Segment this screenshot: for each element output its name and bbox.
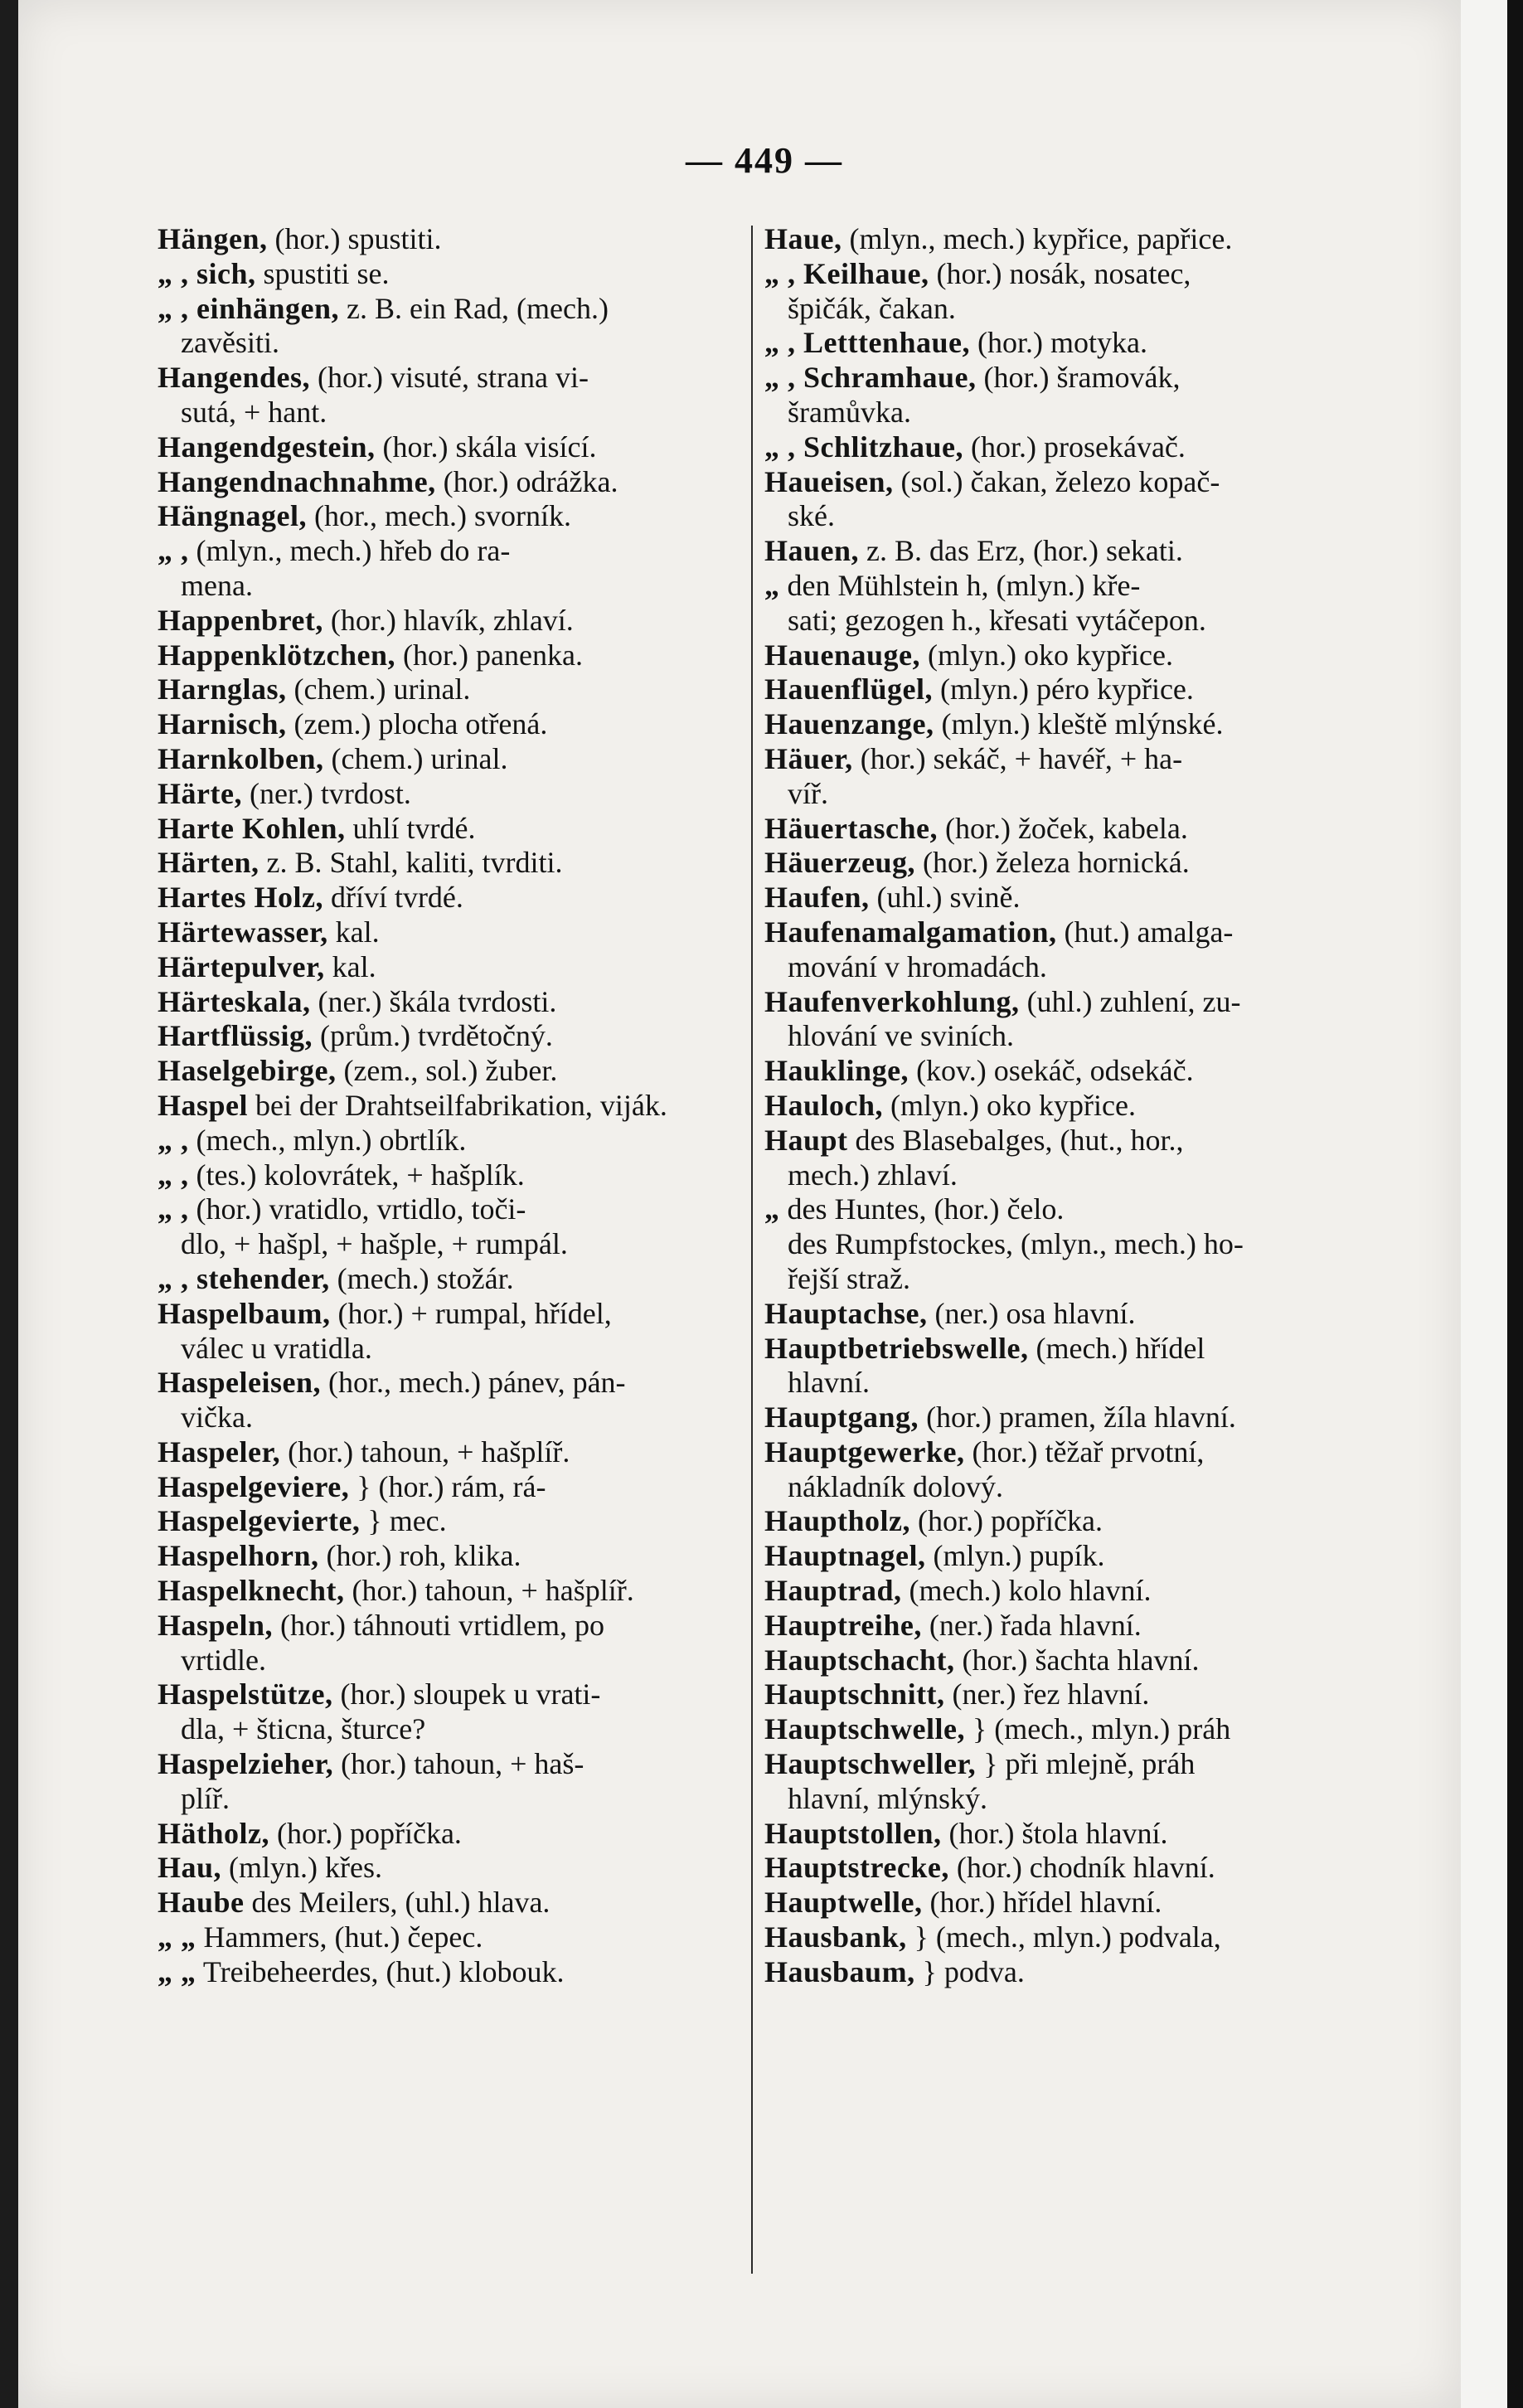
entry-headword: „ , Schlitzhaue, xyxy=(764,430,964,464)
entry-headword: Haspelstütze, xyxy=(158,1677,333,1711)
dictionary-entry xyxy=(158,1297,748,1332)
entry-definition: z. B. ein Rad, (mech.) xyxy=(347,291,609,325)
entry-headword: Hangendnachnahme, xyxy=(158,464,436,498)
dictionary-entry xyxy=(764,1712,1336,1747)
entry-headword: Hauptgewerke, xyxy=(764,1435,965,1469)
dictionary-entry xyxy=(158,1539,748,1574)
entry-definition: sati; gezogen h., křesati vytáčepon. xyxy=(788,603,1206,637)
entry-headword: Haspelknecht, xyxy=(158,1574,345,1608)
entry-definition: (hor.) vratidlo, vrtidlo, toči- xyxy=(196,1192,526,1226)
dictionary-entry xyxy=(158,1920,748,1955)
entry-headword: Hausbaum, xyxy=(764,1954,915,1988)
entry-definition: (hor.) visuté, strana vi- xyxy=(318,361,589,395)
entry-headword: Haupt xyxy=(764,1123,848,1157)
dictionary-entry xyxy=(158,1851,748,1886)
entry-headword: „ , Letttenhaue, xyxy=(764,326,970,360)
dictionary-entry xyxy=(158,1401,748,1435)
entry-headword: „ „ xyxy=(158,1920,196,1954)
dictionary-entry xyxy=(158,1609,748,1643)
entry-definition: (hor.) sekáč, + havéř, + ha- xyxy=(860,741,1183,775)
dictionary-entry xyxy=(764,1955,1336,1990)
entry-headword: Hauptrad, xyxy=(764,1574,902,1608)
entry-headword: „ xyxy=(764,1192,780,1226)
entry-definition: } podva. xyxy=(922,1954,1025,1988)
entry-headword: Haspeln, xyxy=(158,1608,274,1642)
dictionary-entry xyxy=(158,672,748,707)
entry-headword: Haspeler, xyxy=(158,1435,281,1469)
page-number: — 449 — xyxy=(686,140,843,181)
entry-headword: Haspelbaum, xyxy=(158,1296,331,1330)
entry-definition: mování v hromadách. xyxy=(788,949,1047,983)
dictionary-entry xyxy=(158,1019,748,1054)
entry-definition: (chem.) urinal. xyxy=(331,741,508,775)
dictionary-entry xyxy=(158,1712,748,1747)
entry-headword: Haufenverkohlung, xyxy=(764,984,1020,1018)
entry-headword: Hartflüssig, xyxy=(158,1019,313,1053)
entry-definition: (ner.) řada hlavní. xyxy=(929,1608,1142,1642)
dictionary-entry xyxy=(158,292,748,327)
entry-definition: (mech., mlyn.) obrtlík. xyxy=(196,1123,467,1157)
entry-definition: (zem.) plocha otřená. xyxy=(293,707,548,741)
dictionary-page xyxy=(18,0,1461,2408)
entry-definition: (hor.) panenka. xyxy=(403,638,583,672)
entry-headword: Hauptnagel, xyxy=(764,1539,926,1573)
entry-headword: Hangendes, xyxy=(158,361,311,395)
dictionary-entry xyxy=(764,499,1336,534)
entry-headword: Hauptholz, xyxy=(764,1504,911,1538)
entry-definition: des Blasebalges, (hut., hor., xyxy=(855,1123,1184,1157)
dictionary-entry xyxy=(158,846,748,881)
entry-headword: Happenklötzchen, xyxy=(158,638,396,672)
entry-definition: (ner.) řez hlavní. xyxy=(952,1677,1150,1711)
entry-definition: vrtidle. xyxy=(181,1643,266,1677)
dictionary-entry xyxy=(764,812,1336,847)
dictionary-entry xyxy=(158,430,748,465)
entry-headword: Harnglas, xyxy=(158,672,287,706)
dictionary-entry xyxy=(158,534,748,569)
entry-definition: } při mlejně, práh xyxy=(983,1747,1196,1781)
entry-definition: (mech.) stožár. xyxy=(337,1261,514,1295)
entry-headword: Hauenflügel, xyxy=(764,672,934,706)
dictionary-entry xyxy=(158,1227,748,1262)
entry-definition: (mlyn.) oko kypřice. xyxy=(890,1088,1136,1122)
dictionary-entry xyxy=(158,1089,748,1124)
entry-headword: „ , xyxy=(158,1123,189,1157)
dictionary-entry xyxy=(764,1297,1336,1332)
dictionary-entry xyxy=(158,396,748,430)
dictionary-entry xyxy=(158,569,748,604)
entry-headword: Härten, xyxy=(158,846,259,880)
entry-definition: (mech.) kolo hlavní. xyxy=(909,1574,1152,1608)
entry-definition: mena. xyxy=(181,568,253,602)
dictionary-entry xyxy=(764,672,1336,707)
dictionary-entry xyxy=(158,1677,748,1712)
entry-headword: „ xyxy=(764,568,780,602)
entry-headword: Haufen, xyxy=(764,881,870,915)
entry-definition: řejší straž. xyxy=(788,1261,910,1295)
entry-definition: dlo, + hašpl, + hašple, + rumpál. xyxy=(181,1227,568,1261)
dictionary-entry xyxy=(764,1158,1336,1193)
left-column xyxy=(158,222,748,1990)
entry-definition: (uhl.) svině. xyxy=(876,881,1021,915)
entry-headword: Harte Kohlen, xyxy=(158,811,346,845)
entry-definition: (mlyn., mech.) kypřice, papřice. xyxy=(849,222,1233,255)
entry-definition: (kov.) osekáč, odsekáč. xyxy=(916,1054,1194,1088)
dictionary-entry xyxy=(764,881,1336,915)
dictionary-entry xyxy=(158,812,748,847)
page-margin-strip xyxy=(1461,0,1507,2408)
dictionary-entry xyxy=(764,257,1336,292)
dictionary-entry xyxy=(158,1886,748,1920)
entry-headword: Hauptachse, xyxy=(764,1296,928,1330)
dictionary-entry xyxy=(764,1886,1336,1920)
entry-definition: z. B. Stahl, kaliti, tvrditi. xyxy=(266,846,563,880)
entry-definition: (hor.) těžař prvotní, xyxy=(972,1435,1205,1469)
entry-definition: (hor.) spustiti. xyxy=(274,222,442,255)
entry-definition: (hor.) žoček, kabela. xyxy=(944,811,1188,845)
dictionary-entry xyxy=(764,396,1336,430)
entry-headword: Härte, xyxy=(158,776,242,810)
entry-definition: (hor.) chodník hlavní. xyxy=(956,1851,1215,1885)
entry-headword: Hauenauge, xyxy=(764,638,921,672)
entry-headword: Haube xyxy=(158,1886,245,1920)
dictionary-entry xyxy=(158,1124,748,1158)
dictionary-entry xyxy=(158,1332,748,1367)
entry-definition: nákladník dolový. xyxy=(788,1469,1003,1503)
entry-headword: Hauptschnitt, xyxy=(764,1677,945,1711)
dictionary-entry xyxy=(158,1054,748,1089)
entry-definition: (mlyn.) křes. xyxy=(229,1851,382,1885)
entry-definition: (hor.) popříčka. xyxy=(918,1504,1103,1538)
entry-headword: Hartes Holz, xyxy=(158,881,323,915)
dictionary-entry xyxy=(764,1574,1336,1609)
dictionary-entry xyxy=(158,222,748,257)
dictionary-entry xyxy=(158,604,748,638)
entry-definition: } mec. xyxy=(367,1504,447,1538)
entry-headword: Hauen, xyxy=(764,534,860,568)
entry-headword: „ , Schramhaue, xyxy=(764,361,977,395)
dictionary-entry xyxy=(764,292,1336,327)
entry-definition: (hor.) tahoun, + hašplíř. xyxy=(352,1574,634,1608)
entry-definition: ské. xyxy=(788,499,835,533)
entry-definition: uhlí tvrdé. xyxy=(352,811,476,845)
entry-headword: Haspelgeviere, xyxy=(158,1469,350,1503)
dictionary-entry xyxy=(764,1643,1336,1678)
entry-definition: plíř. xyxy=(181,1781,230,1815)
dictionary-entry xyxy=(158,1817,748,1852)
dictionary-entry xyxy=(158,1574,748,1609)
entry-definition: (hor.) tahoun, + hašplíř. xyxy=(288,1435,570,1469)
entry-definition: dříví tvrdé. xyxy=(330,881,463,915)
dictionary-entry xyxy=(158,1955,748,1990)
dictionary-entry xyxy=(158,499,748,534)
entry-headword: Härteskala, xyxy=(158,984,311,1018)
entry-headword: Hauptstollen, xyxy=(764,1816,942,1850)
entry-definition: (hor.) železa hornická. xyxy=(922,846,1190,880)
entry-definition: (hor.) táhnouti vrtidlem, po xyxy=(280,1608,604,1642)
entry-headword: Hauklinge, xyxy=(764,1054,909,1088)
dictionary-entry xyxy=(158,1435,748,1470)
entry-headword: Haufenamalgamation, xyxy=(764,915,1057,949)
entry-headword: Haselgebirge, xyxy=(158,1054,337,1088)
dictionary-entry xyxy=(158,257,748,292)
entry-definition: (hor.) šramovák, xyxy=(983,361,1181,395)
entry-definition: (ner.) škála tvrdosti. xyxy=(318,984,557,1018)
entry-definition: kal. xyxy=(335,915,380,949)
entry-headword: Häuer, xyxy=(764,741,853,775)
entry-definition: (hor.) tahoun, + haš- xyxy=(341,1747,584,1781)
entry-headword: „ , einhängen, xyxy=(158,291,340,325)
entry-headword: Haspel xyxy=(158,1088,249,1122)
entry-headword: „ „ xyxy=(158,1954,196,1988)
entry-headword: Haueisen, xyxy=(764,464,894,498)
dictionary-entry xyxy=(158,1470,748,1505)
entry-headword: Häuertasche, xyxy=(764,811,938,845)
entry-headword: Hauptbetriebswelle, xyxy=(764,1331,1029,1365)
dictionary-entry xyxy=(158,1747,748,1782)
entry-definition: (mlyn.) péro kypřice. xyxy=(940,672,1194,706)
entry-definition: des Meilers, (uhl.) hlava. xyxy=(251,1886,551,1920)
dictionary-entry xyxy=(158,326,748,361)
entry-definition: (hor.) nosák, nosatec, xyxy=(936,256,1191,290)
entry-definition: } (mech., mlyn.) podvala, xyxy=(914,1920,1221,1954)
dictionary-entry xyxy=(764,1851,1336,1886)
dictionary-entry xyxy=(158,1158,748,1193)
entry-definition: des Huntes, (hor.) čelo. xyxy=(787,1192,1065,1226)
dictionary-entry xyxy=(764,1054,1336,1089)
dictionary-entry xyxy=(764,950,1336,985)
entry-definition: (tes.) kolovrátek, + hašplík. xyxy=(196,1158,525,1192)
dictionary-entry xyxy=(764,1124,1336,1158)
dictionary-entry xyxy=(158,361,748,396)
entry-definition: (hut.) amalga- xyxy=(1064,915,1234,949)
entry-definition: (chem.) urinal. xyxy=(293,672,471,706)
entry-headword: „ , xyxy=(158,1158,189,1192)
entry-definition: šramůvka. xyxy=(788,395,911,429)
entry-definition: víř. xyxy=(788,776,828,810)
entry-headword: Hau, xyxy=(158,1851,222,1885)
entry-definition: (mech.) hřídel xyxy=(1036,1331,1205,1365)
dictionary-entry xyxy=(158,1504,748,1539)
entry-definition: válec u vratidla. xyxy=(181,1331,372,1365)
entry-headword: Haspelhorn, xyxy=(158,1539,319,1573)
dictionary-entry xyxy=(764,1747,1336,1782)
entry-headword: Hangendgestein, xyxy=(158,430,376,464)
entry-definition: (hor.) štola hlavní. xyxy=(948,1816,1168,1850)
entry-definition: (mlyn.) kleště mlýnské. xyxy=(941,707,1224,741)
dictionary-entry xyxy=(764,1920,1336,1955)
dictionary-entry xyxy=(764,1019,1336,1054)
entry-definition: (hor., mech.) pánev, pán- xyxy=(328,1366,626,1400)
dictionary-entry xyxy=(158,1366,748,1401)
dictionary-entry xyxy=(764,569,1336,604)
entry-definition: den Mühlstein h, (mlyn.) kře- xyxy=(787,568,1141,602)
entry-headword: Haspelzieher, xyxy=(158,1747,334,1781)
entry-headword: Härtewasser, xyxy=(158,915,328,949)
entry-headword: Hauptgang, xyxy=(764,1401,919,1435)
entry-definition: (hor., mech.) svorník. xyxy=(314,499,571,533)
entry-headword: „ , sich, xyxy=(158,256,256,290)
entry-definition: (hor.) hřídel hlavní. xyxy=(929,1886,1162,1920)
entry-definition: dla, + šticna, šturce? xyxy=(181,1712,426,1746)
entry-headword: Hätholz, xyxy=(158,1816,269,1850)
column-divider xyxy=(751,226,753,2274)
entry-definition: (hor.) + rumpal, hřídel, xyxy=(337,1296,612,1330)
dictionary-entry xyxy=(764,222,1336,257)
entry-headword: Hauptwelle, xyxy=(764,1886,923,1920)
entry-definition: (hor.) skála visící. xyxy=(382,430,597,464)
entry-definition: Hammers, (hut.) čepec. xyxy=(203,1920,483,1954)
dictionary-entry xyxy=(158,742,748,777)
dictionary-entry xyxy=(764,534,1336,569)
entry-definition: (sol.) čakan, železo kopač- xyxy=(900,464,1220,498)
dictionary-entry xyxy=(158,777,748,812)
dictionary-entry xyxy=(764,1366,1336,1401)
entry-definition: (hor.) odrážka. xyxy=(443,464,618,498)
entry-definition: (hor.) pramen, žíla hlavní. xyxy=(926,1401,1236,1435)
entry-headword: Härtepulver, xyxy=(158,949,325,983)
entry-headword: Hauptreihe, xyxy=(764,1608,922,1642)
entry-headword: Hauloch, xyxy=(764,1088,884,1122)
entry-headword: Hängen, xyxy=(158,222,268,255)
entry-definition: hlavní, mlýnský. xyxy=(788,1781,987,1815)
dictionary-entry xyxy=(764,638,1336,673)
entry-definition: Treibeheerdes, (hut.) klobouk. xyxy=(202,1954,565,1988)
right-column xyxy=(764,222,1336,1990)
entry-headword: Hauenzange, xyxy=(764,707,934,741)
dictionary-entry xyxy=(158,1782,748,1817)
entry-definition: sutá, + hant. xyxy=(181,395,327,429)
dictionary-entry xyxy=(764,1782,1336,1817)
entry-definition: (hor.) sloupek u vrati- xyxy=(340,1677,601,1711)
entry-definition: (hor.) motyka. xyxy=(977,326,1147,360)
dictionary-entry xyxy=(764,1470,1336,1505)
dictionary-entry xyxy=(764,1401,1336,1435)
entry-definition: (prům.) tvrdětočný. xyxy=(320,1019,553,1053)
dictionary-entry xyxy=(764,985,1336,1020)
dictionary-entry xyxy=(764,604,1336,638)
dictionary-entry xyxy=(764,1504,1336,1539)
dictionary-entry xyxy=(158,465,748,500)
entry-definition: (uhl.) zuhlení, zu- xyxy=(1026,984,1241,1018)
dictionary-entry xyxy=(764,361,1336,396)
dictionary-entry xyxy=(764,846,1336,881)
dictionary-entry xyxy=(158,707,748,742)
entry-definition: z. B. das Erz, (hor.) sekati. xyxy=(866,534,1183,568)
entry-headword: Haue, xyxy=(764,222,842,255)
entry-definition: zavěsiti. xyxy=(181,326,279,360)
entry-headword: Haspelgevierte, xyxy=(158,1504,361,1538)
entry-headword: „ , stehender, xyxy=(158,1261,330,1295)
entry-headword: „ , xyxy=(158,534,189,568)
entry-headword: Harnkolben, xyxy=(158,741,324,775)
dictionary-entry xyxy=(764,465,1336,500)
entry-definition: (ner.) osa hlavní. xyxy=(934,1296,1136,1330)
entry-definition: (mlyn.) oko kypřice. xyxy=(928,638,1173,672)
dictionary-entry xyxy=(764,430,1336,465)
entry-headword: Hausbank, xyxy=(764,1920,907,1954)
dictionary-entry xyxy=(764,1609,1336,1643)
entry-definition: (zem., sol.) žuber. xyxy=(343,1054,558,1088)
entry-definition: (mlyn.) pupík. xyxy=(933,1539,1105,1573)
dictionary-entry xyxy=(158,1262,748,1297)
dictionary-entry xyxy=(158,950,748,985)
entry-headword: „ , xyxy=(158,1192,189,1226)
dictionary-entry xyxy=(158,985,748,1020)
entry-headword: Haspeleisen, xyxy=(158,1366,322,1400)
dictionary-entry xyxy=(764,1435,1336,1470)
entry-definition: (hor.) prosekávač. xyxy=(971,430,1186,464)
dictionary-entry xyxy=(764,1677,1336,1712)
entry-definition: (hor.) hlavík, zhlaví. xyxy=(330,603,574,637)
dictionary-entry xyxy=(764,1539,1336,1574)
entry-headword: „ , Keilhaue, xyxy=(764,256,929,290)
dictionary-entry xyxy=(764,1332,1336,1367)
entry-headword: Häuerzeug, xyxy=(764,846,915,880)
scan-edge xyxy=(1507,0,1523,2408)
dictionary-entry xyxy=(764,326,1336,361)
dictionary-entry xyxy=(764,1817,1336,1852)
dictionary-entry xyxy=(764,707,1336,742)
dictionary-entry xyxy=(158,915,748,950)
entry-headword: Hauptschwelle, xyxy=(764,1712,966,1746)
dictionary-entry xyxy=(764,1262,1336,1297)
entry-definition: } (hor.) rám, rá- xyxy=(356,1469,546,1503)
dictionary-entry xyxy=(764,915,1336,950)
entry-definition: (hor.) roh, klika. xyxy=(326,1539,521,1573)
entry-definition: } (mech., mlyn.) práh xyxy=(972,1712,1231,1746)
entry-definition: (mlyn., mech.) hřeb do ra- xyxy=(196,534,511,568)
dictionary-entry xyxy=(158,638,748,673)
dictionary-entry xyxy=(158,1643,748,1678)
entry-definition: mech.) zhlaví. xyxy=(788,1158,958,1192)
dictionary-entry xyxy=(764,1192,1336,1227)
dictionary-entry xyxy=(764,742,1336,777)
entry-definition: spustiti se. xyxy=(263,256,390,290)
entry-definition: vička. xyxy=(181,1401,253,1435)
entry-definition: špičák, čakan. xyxy=(788,291,956,325)
entry-definition: (hor.) šachta hlavní. xyxy=(962,1643,1200,1677)
dictionary-entry xyxy=(764,1227,1336,1262)
dictionary-entry xyxy=(158,1192,748,1227)
entry-definition: (hor.) popříčka. xyxy=(277,1816,462,1850)
entry-headword: Hängnagel, xyxy=(158,499,308,533)
entry-headword: Hauptstrecke, xyxy=(764,1851,949,1885)
entry-definition: hlavní. xyxy=(788,1366,870,1400)
entry-headword: Hauptschacht, xyxy=(764,1643,955,1677)
entry-definition: bei der Drahtseilfabrikation, viják. xyxy=(255,1088,667,1122)
entry-definition: (ner.) tvrdost. xyxy=(249,776,411,810)
dictionary-entry xyxy=(158,881,748,915)
entry-headword: Hauptschweller, xyxy=(764,1747,977,1781)
dictionary-entry xyxy=(764,1089,1336,1124)
entry-headword: Harnisch, xyxy=(158,707,287,741)
entry-headword: Happenbret, xyxy=(158,603,323,637)
entry-definition: kal. xyxy=(332,949,376,983)
entry-definition: hlování ve sviních. xyxy=(788,1019,1014,1053)
dictionary-entry xyxy=(764,777,1336,812)
entry-definition: des Rumpfstockes, (mlyn., mech.) ho- xyxy=(788,1227,1244,1261)
